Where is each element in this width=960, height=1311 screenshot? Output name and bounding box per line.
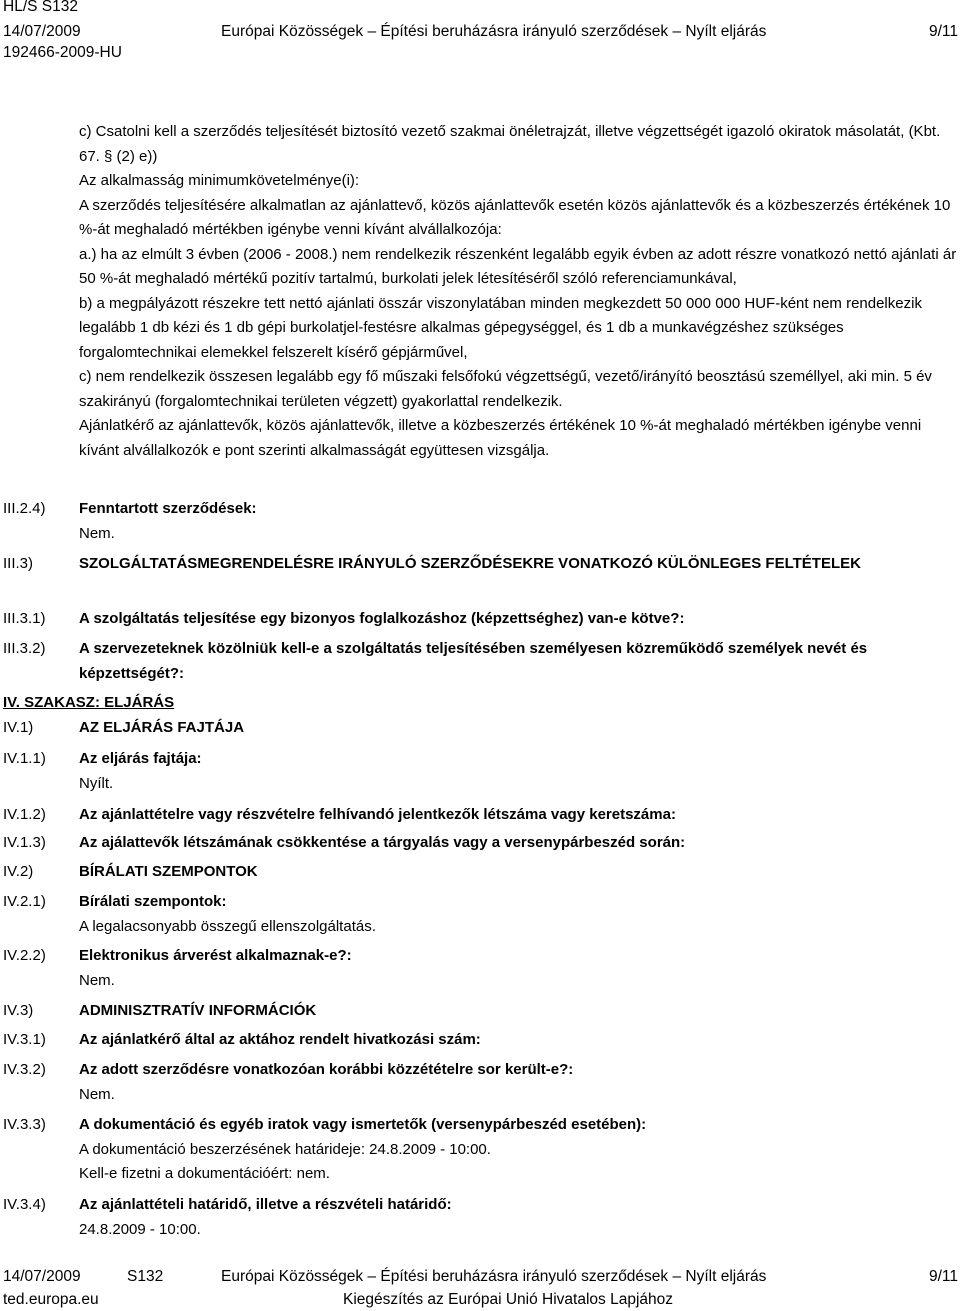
footer-site-link[interactable]: ted.europa.eu [3, 1291, 99, 1308]
section-heading: Az eljárás fajtája: [79, 750, 202, 767]
page-footer [3, 1265, 958, 1311]
section-heading: ADMINISZTRATÍV INFORMÁCIÓK [79, 1002, 317, 1019]
paragraph: c) Csatolni kell a szerződés teljesítését biztosító vezető szakmai önéletrajzát, illetve végzettségét igazoló okiratok másolatát, (Kbt. 67. § (2) e)) [79, 123, 941, 165]
section-heading: AZ ELJÁRÁS FAJTÁJA [79, 719, 245, 736]
paragraph: c) nem rendelkezik összesen legalább egy fő műszaki felsőfokú végzettségű, vezető/irányító beosztású személlyel, aki min. 5 év szakirányú (forgalomtechnikai területen végzett) gyakorlattal rendelkezik. [79, 368, 932, 410]
section-heading: Bírálati szempontok: [79, 893, 227, 910]
section-heading: A szolgáltatás teljesítése egy bizonyos foglalkozáshoz (képzettséghez) van-e kötve?: [79, 610, 685, 627]
footer-series: S132 [127, 1268, 164, 1285]
section-heading: Az ajánlattételi határidő, illetve a részvételi határidő: [79, 1196, 452, 1213]
footer-title: Európai Közösségek – Építési beruházásra irányuló szerződések – Nyílt eljárás [221, 1268, 767, 1285]
footer-page-number: 9/11 [928, 1268, 958, 1285]
part-heading: IV. SZAKASZ: ELJÁRÁS [3, 694, 175, 711]
section-value: Nem. [79, 1085, 115, 1103]
section-value: Nem. [79, 971, 115, 989]
header-doc-id: 192466-2009-HU [3, 44, 122, 61]
section-heading: SZOLGÁLTATÁSMEGRENDELÉSRE IRÁNYULÓ SZERZŐDÉSEKRE VONATKOZÓ KÜLÖNLEGES FELTÉTELEK [79, 555, 861, 572]
section-heading: A szervezeteknek közölniük kell-e a szolgáltatás teljesítésében személyesen közreműködő személyek nevét és képzettségét?: [79, 640, 868, 682]
section-label: IV.3.4) [3, 1196, 46, 1213]
section-heading: Elektronikus árverést alkalmaznak-e?: [79, 947, 352, 964]
header-journal-id: HL/S S132 [3, 0, 78, 15]
section-label: IV.2.2) [3, 947, 46, 964]
section-label: IV.2.1) [3, 893, 46, 910]
section-value: 24.8.2009 - 10:00. [79, 1220, 201, 1238]
section-heading: BÍRÁLATI SZEMPONTOK [79, 863, 258, 880]
section-label: IV.3) [3, 1002, 34, 1019]
section-label: IV.1.1) [3, 750, 46, 767]
section-label: III.2.4) [3, 500, 46, 517]
section-value: Nyílt. [79, 774, 114, 792]
document-fee: Kell-e fizetni a dokumentációért: nem. [79, 1165, 330, 1182]
page-header [3, 0, 958, 63]
section-label: IV.3.1) [3, 1031, 46, 1048]
section-value: Nem. [79, 524, 115, 542]
section-label: IV.1.2) [3, 806, 46, 823]
section-label: III.3.2) [3, 640, 46, 657]
section-heading: Az ajánlattételre vagy részvételre felhívandó jelentkezők létszáma vagy keretszáma: [79, 806, 676, 823]
section-heading: Az adott szerződésre vonatkozóan korábbi közzétételre sor került-e?: [79, 1061, 574, 1078]
section-label: III.3) [3, 555, 34, 572]
section-label: IV.2) [3, 863, 34, 880]
section-heading: Az ajánlatkérő által az aktához rendelt hivatkozási szám: [79, 1031, 481, 1048]
section-heading: A dokumentáció és egyéb iratok vagy ismertetők (versenypárbeszéd esetében): [79, 1116, 647, 1133]
section-heading: Az ajálattevők létszámának csökkentése a tárgyalás vagy a versenypárbeszéd során: [79, 834, 686, 851]
header-date: 14/07/2009 [3, 23, 81, 40]
section-label: IV.3.3) [3, 1116, 46, 1133]
document-deadline: A dokumentáció beszerzésének határideje: 24.8.2009 - 10:00. [79, 1140, 491, 1158]
footer-supplement: Kiegészítés az Európai Unió Hivatalos Lapjához [343, 1291, 673, 1308]
paragraph: A szerződés teljesítésére alkalmatlan az ajánlattevő, közös ajánlattevők esetén közös ajánlattevők és a közbeszerzés értékének 10 %-át meghaladó mértékben igénybe venni kívánt alvállalkozója: [79, 196, 951, 238]
paragraph: Az alkalmasság minimumkövetelménye(i): [79, 172, 360, 189]
header-page-number: 9/11 [928, 23, 958, 40]
paragraph: Ajánlatkérő az ajánlattevők, közös ajánlattevők, illetve a közbeszerzés értékének 10 %-át meghaladó mértékben igénybe venni kívánt alvállalkozók e pont szerinti alkalmasságát együttesen vizsgálja. [79, 417, 922, 459]
section-label: IV.3.2) [3, 1061, 46, 1078]
paragraph: a.) ha az elmúlt 3 évben (2006 - 2008.) nem rendelkezik részenként legalább egyik évben az adott részre vonatkozó nettó ajánlati ár 50 %-át meghaladó mértékű pozitív tartalmú, burkolati jelek létesítéséről szóló referenciamunkával, [79, 245, 957, 287]
section-label: III.3.1) [3, 610, 46, 627]
section-value: A legalacsonyabb összegű ellenszolgáltatás. [79, 917, 376, 935]
section-heading: Fenntartott szerződések: [79, 500, 257, 517]
footer-date: 14/07/2009 [3, 1268, 81, 1285]
section-label: IV.1) [3, 719, 34, 736]
paragraph: b) a megpályázott részekre tett nettó ajánlati összár viszonylatában minden megkezdett 50 000 000 HUF-ként nem rendelkezik legalább 1 db kézi és 1 db gépi burkolatjel-festésre alkalmas gépegységgel, és 1 db a munkavégzéshez szükséges forgalomtechnikai elemekkel felszerelt kísérő gépjárművel, [79, 294, 922, 361]
header-title: Európai Közösségek – Építési beruházásra irányuló szerződések – Nyílt eljárás [221, 23, 767, 40]
section-label: IV.1.3) [3, 834, 46, 851]
